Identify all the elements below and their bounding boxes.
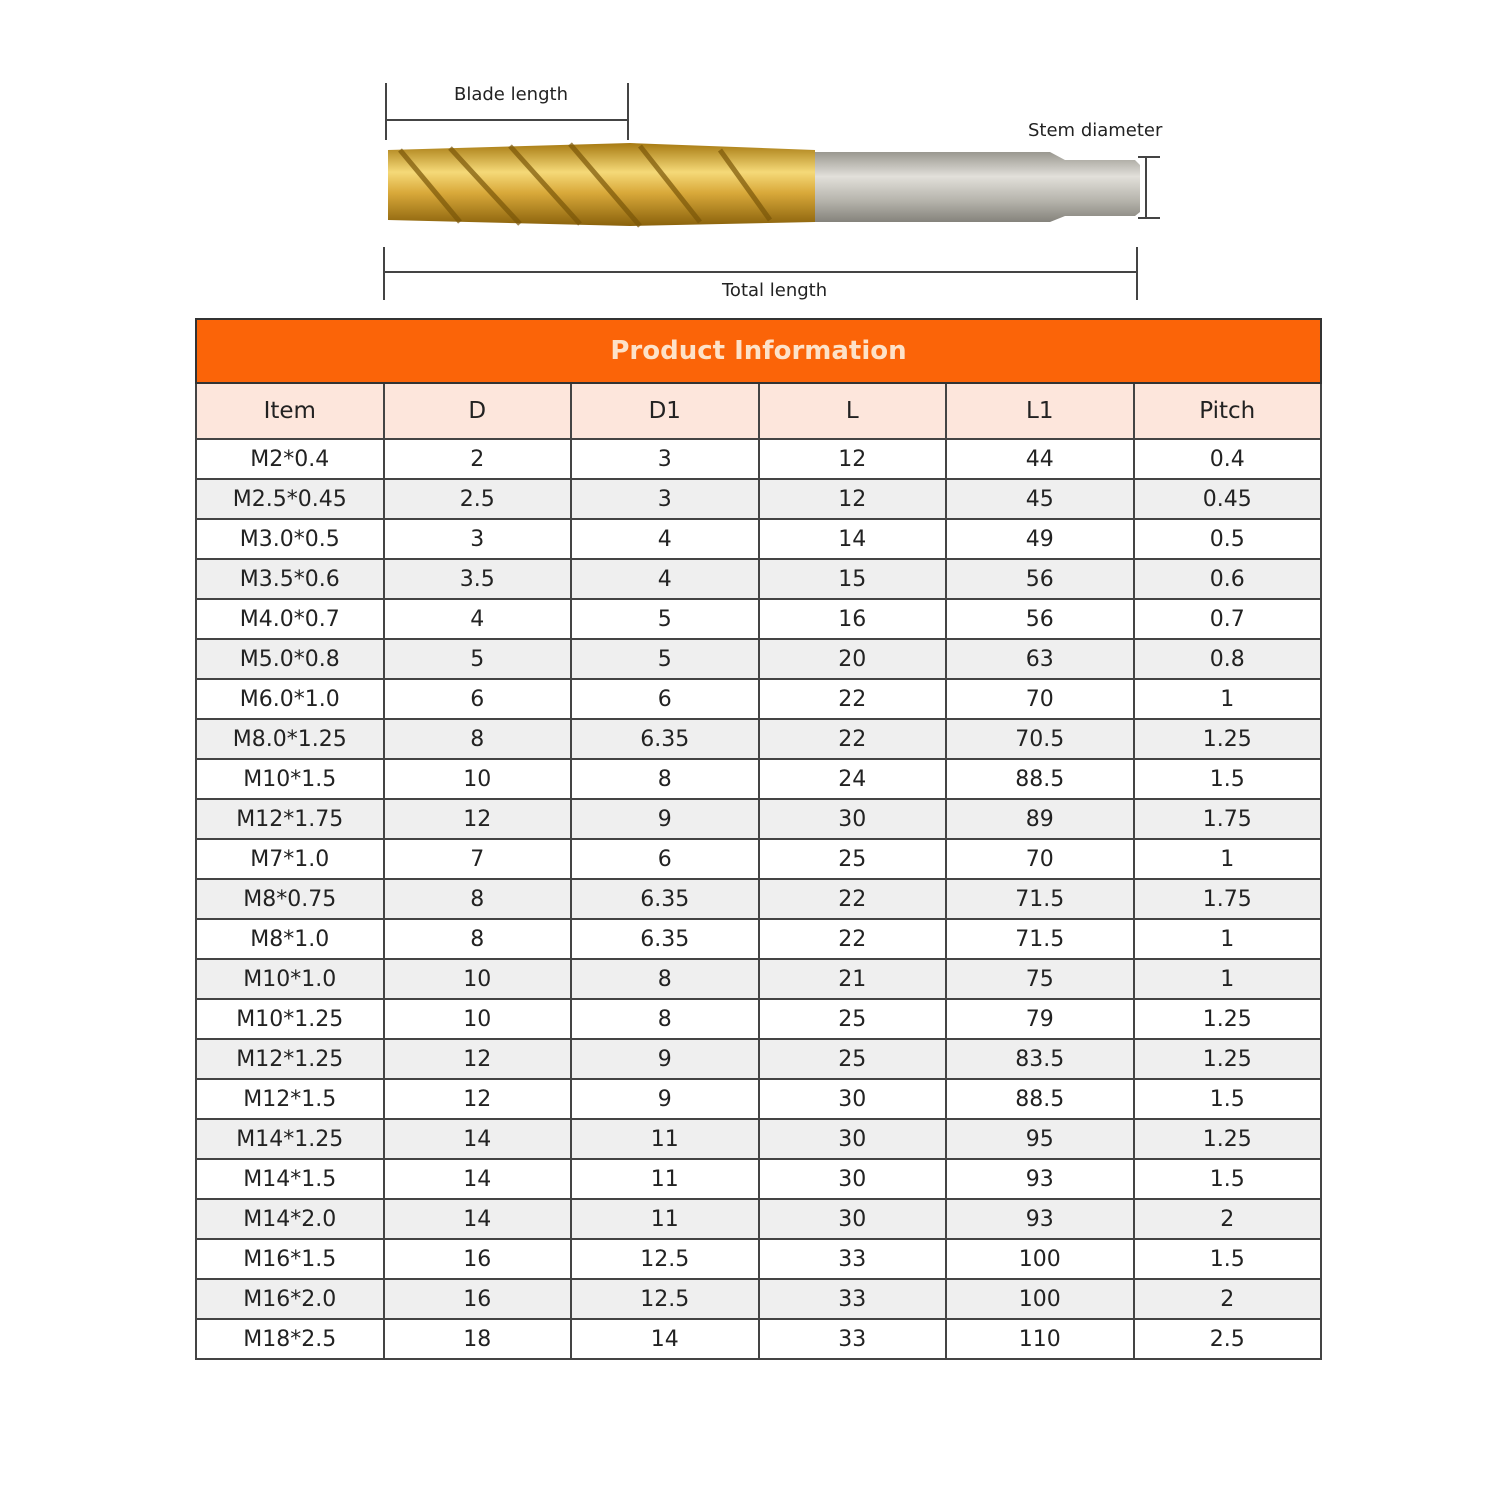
tap-diagram xyxy=(0,0,1500,310)
cell-pitch: 1.25 xyxy=(1134,1039,1322,1079)
header-row xyxy=(196,383,1321,439)
cell-d1: 9 xyxy=(571,1039,759,1079)
cell-d1: 11 xyxy=(571,1199,759,1239)
cell-l1: 63 xyxy=(946,639,1134,679)
cell-l1: 93 xyxy=(946,1199,1134,1239)
column-header-d: D xyxy=(384,383,572,439)
column-header-item: Item xyxy=(196,383,384,439)
cell-d: 8 xyxy=(384,719,572,759)
table-row xyxy=(196,1199,1321,1239)
cell-d: 10 xyxy=(384,959,572,999)
table-row xyxy=(196,839,1321,879)
cell-d1: 14 xyxy=(571,1319,759,1359)
cell-l1: 70 xyxy=(946,679,1134,719)
table-row xyxy=(196,1119,1321,1159)
table-row xyxy=(196,959,1321,999)
cell-item: M3.5*0.6 xyxy=(196,559,384,599)
cell-d1: 6.35 xyxy=(571,919,759,959)
column-header-l1: L1 xyxy=(946,383,1134,439)
cell-item: M12*1.75 xyxy=(196,799,384,839)
cell-d1: 8 xyxy=(571,999,759,1039)
cell-d1: 9 xyxy=(571,799,759,839)
cell-pitch: 0.8 xyxy=(1134,639,1322,679)
table-row xyxy=(196,879,1321,919)
cell-l: 12 xyxy=(759,479,947,519)
cell-item: M12*1.25 xyxy=(196,1039,384,1079)
table-row xyxy=(196,599,1321,639)
cell-pitch: 1.25 xyxy=(1134,1119,1322,1159)
cell-l1: 100 xyxy=(946,1239,1134,1279)
cell-l1: 70.5 xyxy=(946,719,1134,759)
cell-item: M14*1.25 xyxy=(196,1119,384,1159)
cell-l: 22 xyxy=(759,679,947,719)
cell-d1: 6 xyxy=(571,839,759,879)
cell-d1: 4 xyxy=(571,559,759,599)
cell-pitch: 1.5 xyxy=(1134,1239,1322,1279)
table-row xyxy=(196,1319,1321,1359)
cell-l: 25 xyxy=(759,999,947,1039)
table-row xyxy=(196,559,1321,599)
cell-d: 2.5 xyxy=(384,479,572,519)
cell-l: 21 xyxy=(759,959,947,999)
cell-pitch: 1.5 xyxy=(1134,1159,1322,1199)
column-header-l: L xyxy=(759,383,947,439)
cell-l1: 45 xyxy=(946,479,1134,519)
cell-pitch: 0.45 xyxy=(1134,479,1322,519)
cell-l1: 70 xyxy=(946,839,1134,879)
cell-item: M8*0.75 xyxy=(196,879,384,919)
cell-l1: 88.5 xyxy=(946,1079,1134,1119)
table-row xyxy=(196,759,1321,799)
cell-l1: 88.5 xyxy=(946,759,1134,799)
column-header-pitch: Pitch xyxy=(1134,383,1322,439)
table-title: Product Information xyxy=(196,319,1321,383)
cell-l1: 75 xyxy=(946,959,1134,999)
cell-d: 8 xyxy=(384,879,572,919)
cell-d1: 8 xyxy=(571,959,759,999)
cell-pitch: 1.75 xyxy=(1134,799,1322,839)
cell-l1: 71.5 xyxy=(946,919,1134,959)
cell-d: 12 xyxy=(384,1079,572,1119)
cell-item: M16*1.5 xyxy=(196,1239,384,1279)
cell-l: 30 xyxy=(759,1159,947,1199)
cell-l: 33 xyxy=(759,1319,947,1359)
cell-d1: 12.5 xyxy=(571,1279,759,1319)
cell-pitch: 0.7 xyxy=(1134,599,1322,639)
cell-l: 22 xyxy=(759,919,947,959)
cell-d: 3 xyxy=(384,519,572,559)
cell-pitch: 1.5 xyxy=(1134,1079,1322,1119)
cell-l: 24 xyxy=(759,759,947,799)
column-header-d1: D1 xyxy=(571,383,759,439)
cell-l1: 44 xyxy=(946,439,1134,479)
table-body xyxy=(196,439,1321,1359)
cell-d: 10 xyxy=(384,999,572,1039)
cell-l1: 56 xyxy=(946,599,1134,639)
cell-l1: 49 xyxy=(946,519,1134,559)
product-information-table xyxy=(195,318,1322,1360)
cell-d: 14 xyxy=(384,1199,572,1239)
cell-pitch: 0.4 xyxy=(1134,439,1322,479)
cell-item: M2.5*0.45 xyxy=(196,479,384,519)
cell-item: M10*1.0 xyxy=(196,959,384,999)
table-row xyxy=(196,639,1321,679)
cell-l: 22 xyxy=(759,879,947,919)
cell-item: M8*1.0 xyxy=(196,919,384,959)
table-row xyxy=(196,679,1321,719)
cell-pitch: 1 xyxy=(1134,919,1322,959)
table-row xyxy=(196,519,1321,559)
cell-d: 14 xyxy=(384,1119,572,1159)
cell-item: M6.0*1.0 xyxy=(196,679,384,719)
cell-item: M16*2.0 xyxy=(196,1279,384,1319)
cell-pitch: 1 xyxy=(1134,679,1322,719)
cell-l: 15 xyxy=(759,559,947,599)
cell-l: 12 xyxy=(759,439,947,479)
cell-pitch: 2 xyxy=(1134,1199,1322,1239)
cell-d: 18 xyxy=(384,1319,572,1359)
cell-pitch: 1.5 xyxy=(1134,759,1322,799)
cell-item: M7*1.0 xyxy=(196,839,384,879)
table-row xyxy=(196,1159,1321,1199)
cell-item: M10*1.5 xyxy=(196,759,384,799)
cell-l: 25 xyxy=(759,1039,947,1079)
cell-d: 12 xyxy=(384,1039,572,1079)
cell-d1: 4 xyxy=(571,519,759,559)
cell-pitch: 1.25 xyxy=(1134,719,1322,759)
cell-d: 3.5 xyxy=(384,559,572,599)
cell-d1: 3 xyxy=(571,479,759,519)
cell-l: 25 xyxy=(759,839,947,879)
blade-length-label: Blade length xyxy=(454,84,568,105)
cell-d1: 3 xyxy=(571,439,759,479)
cell-pitch: 1 xyxy=(1134,959,1322,999)
cell-d: 12 xyxy=(384,799,572,839)
cell-d1: 6.35 xyxy=(571,879,759,919)
cell-l1: 56 xyxy=(946,559,1134,599)
cell-item: M14*2.0 xyxy=(196,1199,384,1239)
cell-d1: 9 xyxy=(571,1079,759,1119)
table-row xyxy=(196,1279,1321,1319)
table-row xyxy=(196,1079,1321,1119)
cell-d: 4 xyxy=(384,599,572,639)
cell-item: M5.0*0.8 xyxy=(196,639,384,679)
cell-item: M8.0*1.25 xyxy=(196,719,384,759)
cell-l1: 83.5 xyxy=(946,1039,1134,1079)
cell-item: M18*2.5 xyxy=(196,1319,384,1359)
table-row xyxy=(196,919,1321,959)
cell-pitch: 2.5 xyxy=(1134,1319,1322,1359)
cell-item: M3.0*0.5 xyxy=(196,519,384,559)
cell-pitch: 0.5 xyxy=(1134,519,1322,559)
cell-item: M14*1.5 xyxy=(196,1159,384,1199)
cell-l1: 110 xyxy=(946,1319,1134,1359)
cell-pitch: 1.25 xyxy=(1134,999,1322,1039)
cell-pitch: 1.75 xyxy=(1134,879,1322,919)
cell-d: 7 xyxy=(384,839,572,879)
total-length-label: Total length xyxy=(722,280,828,301)
cell-d1: 12.5 xyxy=(571,1239,759,1279)
cell-l: 30 xyxy=(759,1199,947,1239)
cell-pitch: 2 xyxy=(1134,1279,1322,1319)
cell-item: M12*1.5 xyxy=(196,1079,384,1119)
cell-d: 14 xyxy=(384,1159,572,1199)
cell-l: 20 xyxy=(759,639,947,679)
cell-d: 5 xyxy=(384,639,572,679)
cell-pitch: 1 xyxy=(1134,839,1322,879)
cell-d: 16 xyxy=(384,1239,572,1279)
cell-l: 30 xyxy=(759,1079,947,1119)
cell-d1: 5 xyxy=(571,599,759,639)
cell-item: M4.0*0.7 xyxy=(196,599,384,639)
cell-item: M10*1.25 xyxy=(196,999,384,1039)
table-row xyxy=(196,479,1321,519)
table-row xyxy=(196,1239,1321,1279)
cell-l1: 79 xyxy=(946,999,1134,1039)
cell-d: 8 xyxy=(384,919,572,959)
cell-l: 33 xyxy=(759,1279,947,1319)
cell-d: 10 xyxy=(384,759,572,799)
table-row xyxy=(196,439,1321,479)
cell-d1: 6 xyxy=(571,679,759,719)
cell-l1: 95 xyxy=(946,1119,1134,1159)
cell-l: 14 xyxy=(759,519,947,559)
cell-l: 22 xyxy=(759,719,947,759)
table-row xyxy=(196,999,1321,1039)
cell-l: 30 xyxy=(759,799,947,839)
cell-d: 16 xyxy=(384,1279,572,1319)
cell-l: 30 xyxy=(759,1119,947,1159)
cell-d: 2 xyxy=(384,439,572,479)
table-row xyxy=(196,719,1321,759)
cell-l: 33 xyxy=(759,1239,947,1279)
cell-l1: 100 xyxy=(946,1279,1134,1319)
cell-d1: 8 xyxy=(571,759,759,799)
cell-d1: 11 xyxy=(571,1119,759,1159)
cell-d1: 11 xyxy=(571,1159,759,1199)
table-row xyxy=(196,799,1321,839)
cell-d: 6 xyxy=(384,679,572,719)
spiral-tap-illustration xyxy=(0,0,1500,310)
cell-l: 16 xyxy=(759,599,947,639)
cell-item: M2*0.4 xyxy=(196,439,384,479)
cell-d1: 5 xyxy=(571,639,759,679)
cell-l1: 93 xyxy=(946,1159,1134,1199)
cell-d1: 6.35 xyxy=(571,719,759,759)
stem-diameter-label: Stem diameter xyxy=(1028,120,1163,141)
cell-l1: 89 xyxy=(946,799,1134,839)
cell-pitch: 0.6 xyxy=(1134,559,1322,599)
cell-l1: 71.5 xyxy=(946,879,1134,919)
table-row xyxy=(196,1039,1321,1079)
